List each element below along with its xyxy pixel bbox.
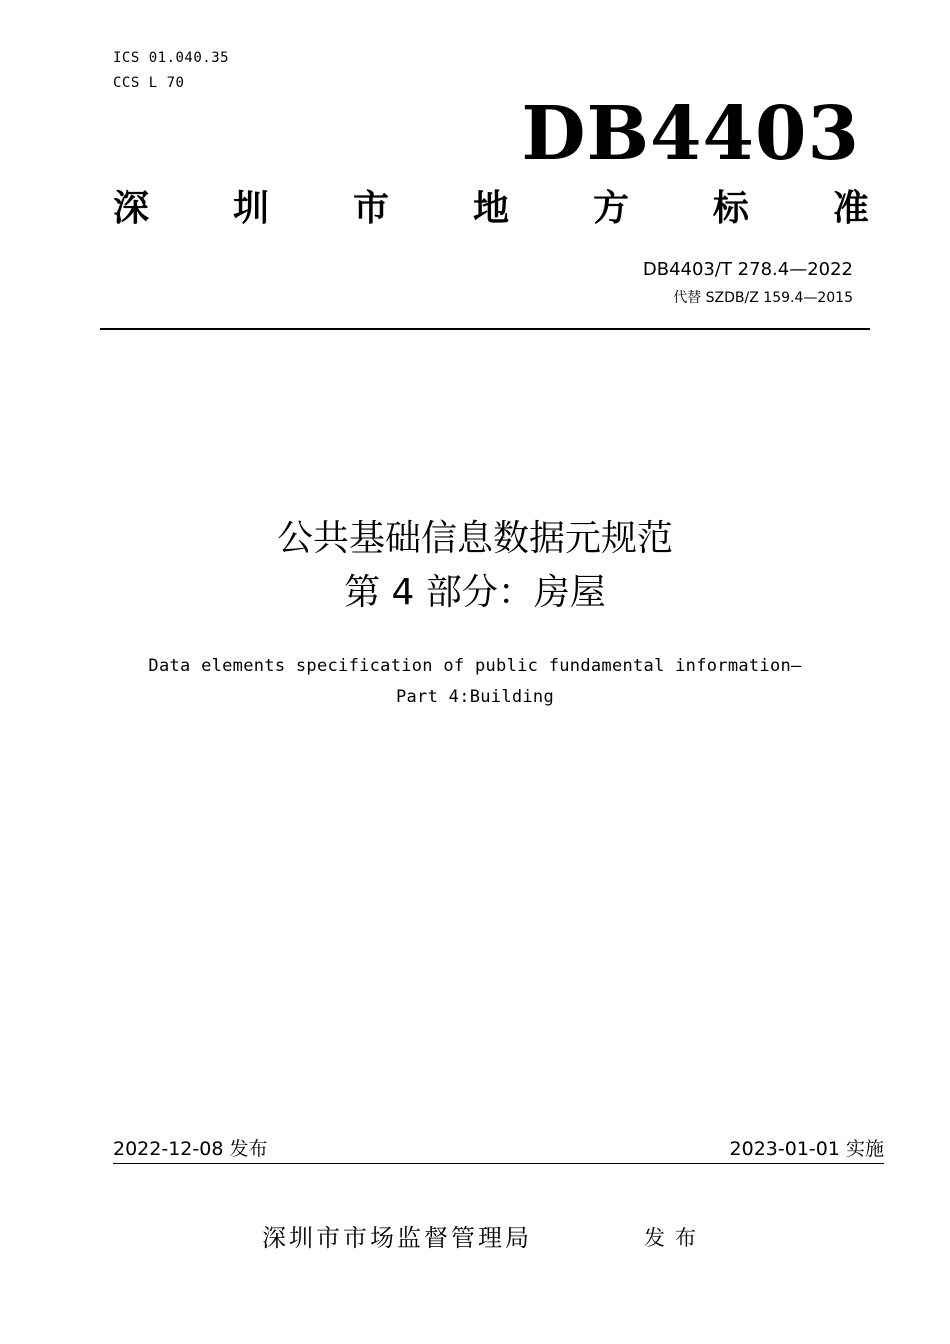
ccs-code: CCS L 70 [113,75,185,91]
standard-type-char: 圳 [232,188,269,229]
title-chinese-line2: 第 4 部分：房屋 [344,572,606,613]
standard-number: DB4403/T 278.4—2022 [642,259,853,280]
title-english-line1: Data elements specification of public fundamental information— [148,656,802,676]
standard-type-char: 深 [113,188,150,229]
ics-code: ICS 01.040.35 [113,50,230,66]
header-divider [100,328,870,330]
implementation-date: 2023-01-01 实施 [729,1138,884,1160]
standard-type [113,186,869,232]
replaces-standard: 代替 SZDB/Z 159.4—2015 [673,290,853,306]
publish-label: 发布 [644,1226,706,1250]
standard-type-char: 市 [352,188,389,229]
standard-type-char: 地 [472,188,509,229]
issue-date: 2022-12-08 发布 [113,1138,268,1160]
standard-code: DB4403 [521,91,860,177]
issuing-authority: 深圳市市场监督管理局 [262,1224,532,1252]
standard-type-char: 准 [832,188,869,229]
standard-type-char: 方 [592,188,629,229]
title-english-line2: Part 4:Building [395,687,555,707]
footer-divider [113,1163,884,1164]
title-chinese-line1: 公共基础信息数据元规范 [276,518,673,559]
standard-type-char: 标 [712,188,749,229]
